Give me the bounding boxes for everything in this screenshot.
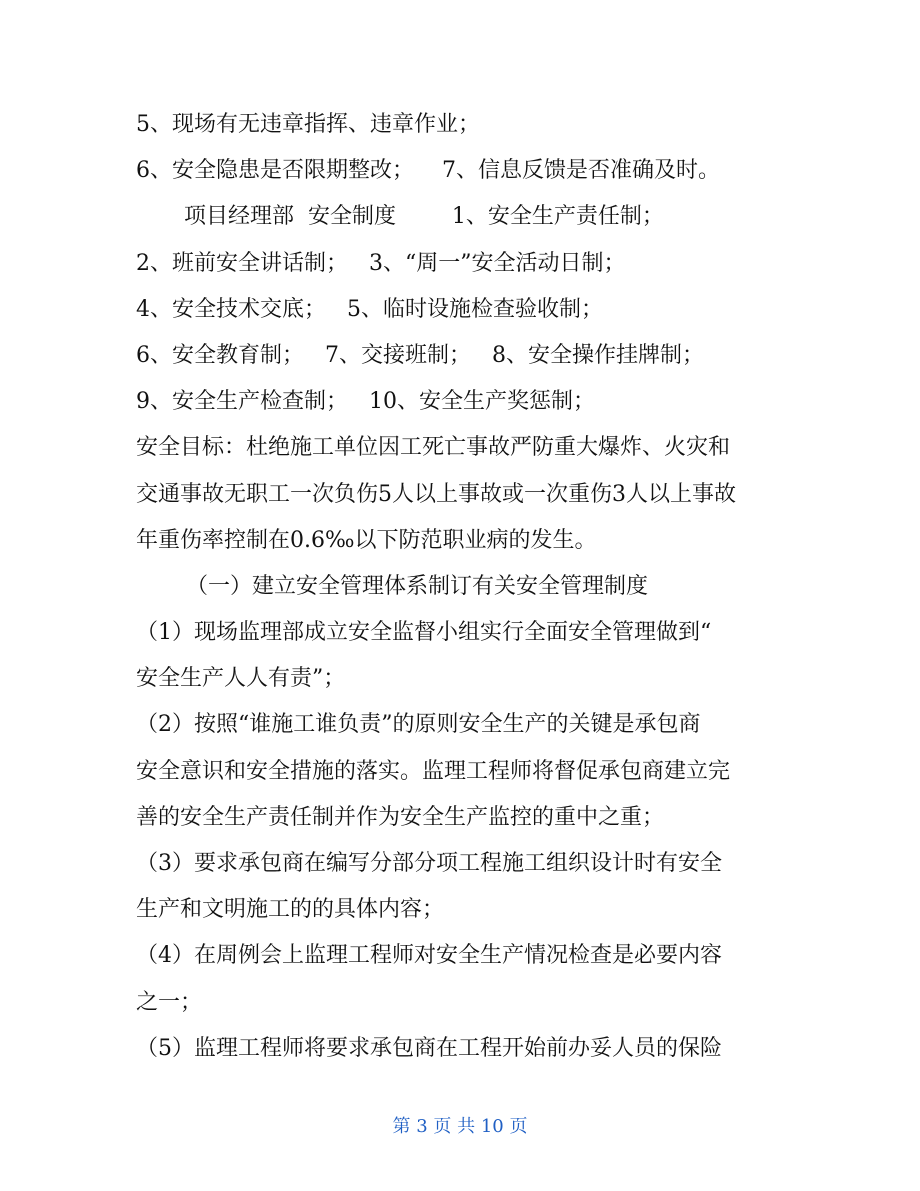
text-line-16: 善的安全生产责任制并作为安全生产监控的重中之重； xyxy=(136,804,665,830)
text-line-4: 2、班前安全讲话制； 3、“周一”安全活动日制； xyxy=(136,250,626,276)
section-heading: （一）建立安全管理体系制订有关安全管理制度 xyxy=(186,573,649,599)
text-line-10: 年重伤率控制在0.6‰以下防范职业病的发生。 xyxy=(136,527,597,553)
text-line-12: （1）现场监理部成立安全监督小组实行全面安全管理做到“ xyxy=(136,620,712,646)
text-line-3: 项目经理部 安全制度 1、安全生产责任制； xyxy=(184,204,664,230)
text-line-2: 6、安全隐患是否限期整改； 7、信息反馈是否准确及时。 xyxy=(136,158,720,184)
text-line-15: 安全意识和安全措施的落实。监理工程师将督促承包商建立完 xyxy=(136,758,731,784)
page-number-footer: 第 3 页 共 10 页 xyxy=(392,1116,528,1137)
text-line-21: （5）监理工程师将要求承包商在工程开始前办妥人员的保险 xyxy=(136,1035,722,1061)
text-line-6: 6、安全教育制； 7、交接班制； 8、安全操作挂牌制； xyxy=(136,342,704,368)
document-body xyxy=(136,102,796,1072)
text-line-14: （2）按照“谁施工谁负责”的原则安全生产的关键是承包商 xyxy=(136,712,701,738)
text-line-20: 之一； xyxy=(136,989,203,1015)
text-line-13: 安全生产人人有责”； xyxy=(136,666,346,692)
text-line-8: 安全目标：杜绝施工单位因工死亡事故严防重大爆炸、火灾和 xyxy=(136,435,731,461)
text-line-7: 9、安全生产检查制； 10、安全生产奖惩制； xyxy=(136,389,595,415)
text-line-17: （3）要求承包商在编写分部分项工程施工组织设计时有安全 xyxy=(136,851,722,876)
text-line-18: 生产和文明施工的的具体内容； xyxy=(136,897,445,923)
text-line-19: （4）在周例会上监理工程师对安全生产情况检查是必要内容 xyxy=(136,943,722,969)
text-line-1: 5、现场有无违章指挥、违章作业； xyxy=(136,112,480,137)
text-line-9: 交通事故无职工一次负伤5人以上事故或一次重伤3人以上事故 xyxy=(136,481,736,507)
text-line-5: 4、安全技术交底； 5、临时设施检查验收制； xyxy=(136,296,603,322)
